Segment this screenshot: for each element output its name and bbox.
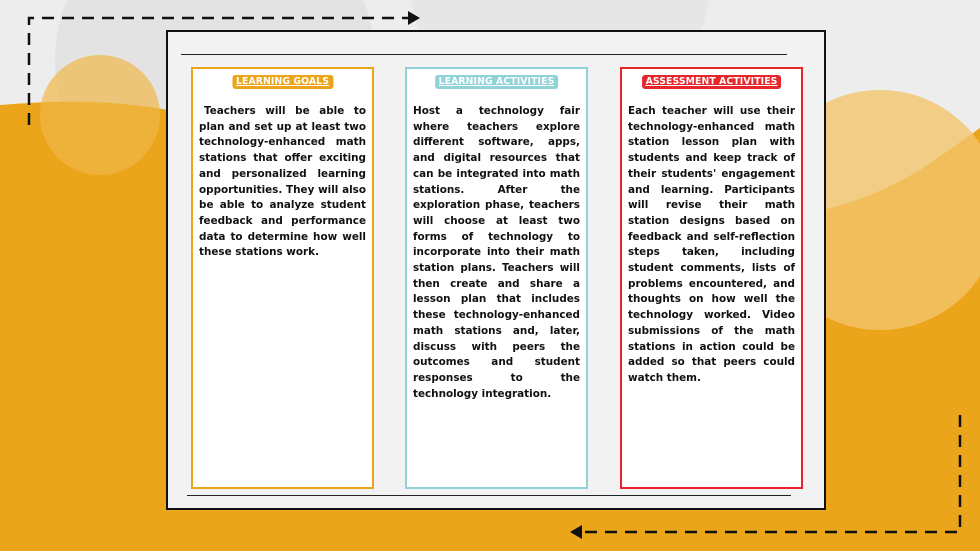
learning-goals-badge	[232, 75, 333, 89]
content-frame	[166, 30, 826, 510]
assessment-activities-badge	[642, 75, 782, 89]
bottom-divider	[187, 495, 791, 496]
learning-activities-title: LEARNING ACTIVITIES	[438, 76, 555, 87]
learning-goals-title: LEARNING GOALS	[235, 76, 330, 87]
learning-activities-text: Host a technology fair where teachers explore different software, apps, and digital resources that can be integrated into math stations. After the exploration phase, teachers will choose at least two forms of technology to incorporate into their math station plans. Teachers will then create and share a lesson plan that includes these technology-enhanced math stations and, later, discuss with peers the outcomes and student responses to the technology integration.	[413, 105, 580, 400]
learning-goals-card	[191, 67, 374, 489]
learning-activities-card	[405, 67, 588, 489]
assessment-activities-text: Each teacher will use their technology-enhanced math station lesson plan with students and keep track of their students' engagement and learning. Participants will revise their math station designs based on feedback and self-reflection steps taken, including student comments, lists of problems encountered, and thoughts on how well the technology worked. Video submissions of the math stations in action could be added so that peers could watch them.	[628, 105, 795, 384]
learning-activities-badge	[435, 75, 559, 89]
assessment-activities-card	[620, 67, 803, 489]
assessment-activities-title: ASSESSMENT ACTIVITIES	[645, 76, 778, 87]
top-divider	[181, 54, 787, 55]
learning-goals-text: Teachers will be able to plan and set up at least two technology-enhanced math stations that offer exciting and personalized learning opportunities. They will also be able to analyze student feedback and performance data to determine how well these stations work.	[199, 105, 366, 259]
